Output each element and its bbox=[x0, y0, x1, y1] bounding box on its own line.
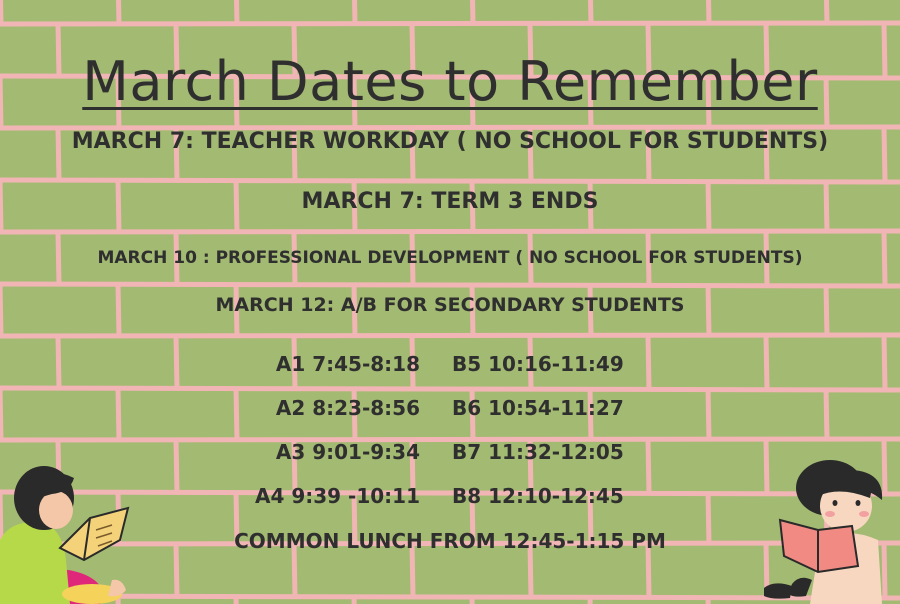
mortar-joint bbox=[236, 0, 237, 24]
schedule-row bbox=[0, 440, 900, 470]
mortar-joint bbox=[708, 0, 709, 24]
event-teacher-workday: MARCH 7: TEACHER WORKDAY ( NO SCHOOL FOR STUDENTS) bbox=[71, 129, 829, 154]
mortar-line bbox=[0, 335, 900, 336]
mortar-joint bbox=[590, 596, 591, 604]
schedule-a-period: A4 9:39 -10:11 bbox=[254, 484, 420, 508]
mortar-joint bbox=[472, 596, 473, 604]
common-lunch: COMMON LUNCH FROM 12:45-1:15 PM bbox=[234, 529, 666, 553]
mortar-joint bbox=[236, 596, 237, 604]
schedule-row bbox=[0, 396, 900, 426]
schedule-b-period: B6 10:54-11:27 bbox=[452, 396, 624, 420]
mortar-joint bbox=[0, 0, 1, 24]
mortar-joint bbox=[708, 596, 709, 604]
mortar-line bbox=[0, 388, 900, 390]
mortar-line bbox=[0, 23, 900, 24]
schedule-a-period: A3 9:01-9:34 bbox=[275, 440, 420, 464]
event-professional-development: MARCH 10 : PROFESSIONAL DEVELOPMENT ( NO SCHOOL FOR STUDENTS) bbox=[97, 248, 803, 268]
schedule-row bbox=[0, 352, 900, 382]
mortar-joint bbox=[826, 0, 827, 24]
event-term-ends: MARCH 7: TERM 3 ENDS bbox=[301, 189, 599, 214]
page-title: March Dates to Remember bbox=[82, 50, 818, 113]
mortar-line bbox=[0, 284, 900, 286]
schedule-a-period: A1 7:45-8:18 bbox=[275, 352, 420, 376]
schedule-b-period: B5 10:16-11:49 bbox=[452, 352, 624, 376]
mortar-joint bbox=[472, 0, 473, 24]
mortar-line bbox=[0, 180, 900, 182]
mortar-joint bbox=[354, 0, 355, 24]
mortar-joint bbox=[354, 596, 355, 604]
mortar-joint bbox=[118, 0, 119, 24]
schedule-row bbox=[0, 484, 900, 514]
mortar-line bbox=[0, 231, 900, 232]
schedule-a-period: A2 8:23-8:56 bbox=[275, 396, 420, 420]
event-ab-schedule: MARCH 12: A/B FOR SECONDARY STUDENTS bbox=[215, 294, 685, 316]
mortar-joint bbox=[590, 0, 591, 24]
schedule-b-period: B7 11:32-12:05 bbox=[452, 440, 624, 464]
schedule-b-period: B8 12:10-12:45 bbox=[452, 484, 624, 508]
